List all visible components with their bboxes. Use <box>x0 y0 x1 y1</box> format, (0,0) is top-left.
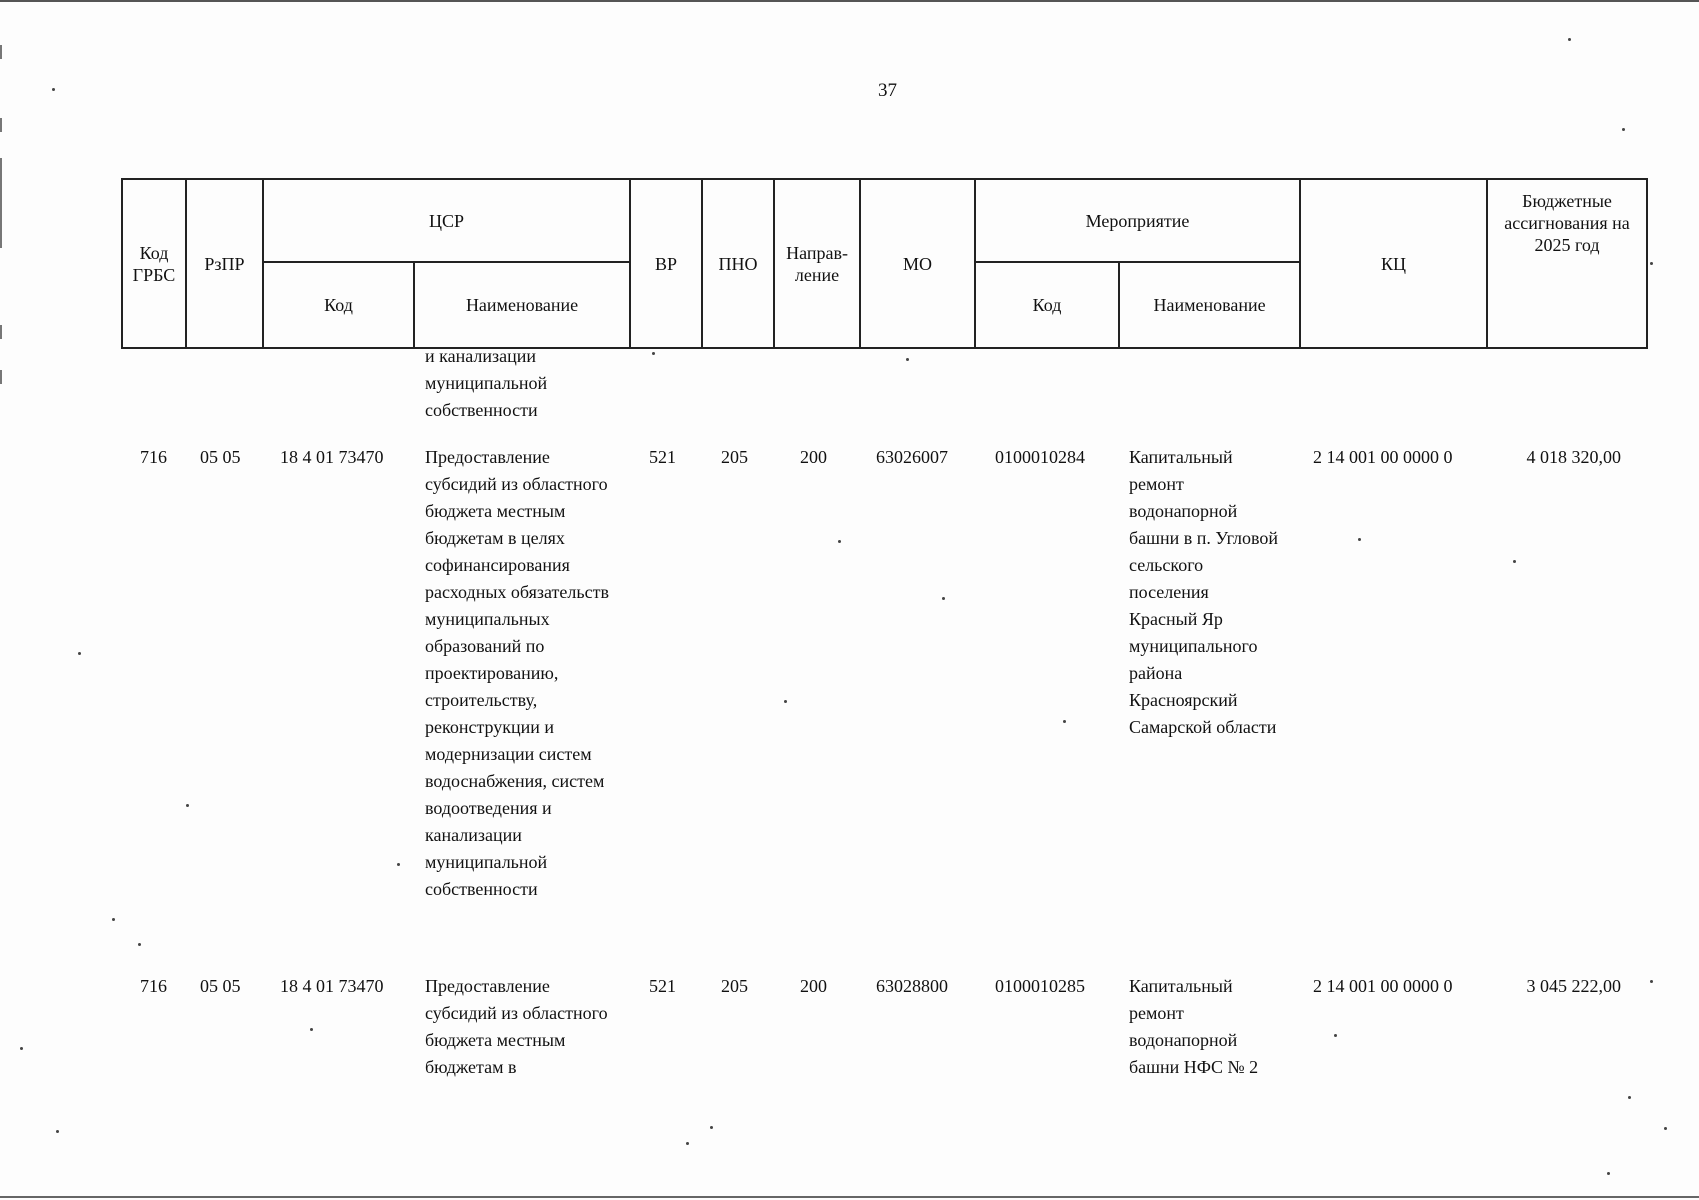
scan-speck <box>20 1047 23 1050</box>
scan-speck <box>1358 538 1361 541</box>
header-csr-group: ЦСР <box>263 179 630 262</box>
csr-name-cell: Предоставление субсидий из областного бюджета местным бюджетам в целях софинансирования расходных обязательств муниципальных образований по проектированию, строительству, реконструкции и модернизации систем водоснабжения, систем водоотведения и канализации муниципальной собственности <box>425 447 609 899</box>
amount-cell: 3 045 222,00 <box>1526 976 1621 996</box>
scan-edge-mark <box>0 370 2 384</box>
scan-speck <box>942 597 945 600</box>
scan-speck <box>784 700 787 703</box>
grbs-cell: 716 <box>140 976 167 996</box>
csr-name-cell: и канализации муниципальной собственности <box>425 346 548 420</box>
scan-speck <box>906 358 909 361</box>
scan-speck <box>186 804 189 807</box>
csr-code-cell: 18 4 01 73470 <box>280 976 384 996</box>
scan-speck <box>1622 128 1625 131</box>
scan-speck <box>1650 980 1653 983</box>
event-name-cell: Капитальный ремонт водонапорной башни в п. Угловой сельского поселения Красный Яр муниципального района Красноярский Самарской области <box>1129 447 1279 737</box>
scan-speck <box>1568 38 1571 41</box>
header-csr-name: Наименование <box>414 262 630 348</box>
page-number: 37 <box>878 80 897 101</box>
vr-cell: 521 <box>649 447 676 467</box>
scan-edge-mark <box>0 158 2 248</box>
scan-bottom-border <box>0 1196 1699 1198</box>
scan-speck <box>78 652 81 655</box>
scan-edge-mark <box>0 118 2 132</box>
kc-cell: 2 14 001 00 0000 0 <box>1313 447 1453 467</box>
scan-speck <box>1607 1172 1610 1175</box>
scan-speck <box>56 1130 59 1133</box>
header-mo: МО <box>860 179 975 348</box>
header-pno: ПНО <box>702 179 774 348</box>
scan-speck <box>112 918 115 921</box>
mo-cell: 63026007 <box>876 447 948 467</box>
scan-speck <box>838 540 841 543</box>
header-event-name: Наименование <box>1119 262 1300 348</box>
scan-speck <box>52 88 55 91</box>
direction-cell: 200 <box>800 447 827 467</box>
scan-speck <box>397 863 400 866</box>
rzpr-cell: 05 05 <box>200 447 241 467</box>
rzpr-cell: 05 05 <box>200 976 241 996</box>
amount-cell: 4 018 320,00 <box>1526 447 1621 467</box>
pno-cell: 205 <box>721 447 748 467</box>
scan-speck <box>1650 262 1653 265</box>
kc-cell: 2 14 001 00 0000 0 <box>1313 976 1453 996</box>
event-name-cell: Капитальный ремонт водонапорной башни НФС № 2 <box>1129 976 1259 1077</box>
scan-speck <box>710 1126 713 1129</box>
event-code-cell: 0100010284 <box>995 447 1085 467</box>
scan-edge-mark <box>0 45 2 59</box>
scan-top-border <box>0 0 1699 2</box>
scan-speck <box>310 1028 313 1031</box>
pno-cell: 205 <box>721 976 748 996</box>
csr-name-cell: Предоставление субсидий из областного бюджета местным бюджетам в <box>425 976 608 1077</box>
header-grbs: Код ГРБС <box>122 179 186 348</box>
header-rzpr: РзПР <box>186 179 263 348</box>
header-vr: ВР <box>630 179 702 348</box>
header-event-code: Код <box>975 262 1119 348</box>
scan-speck <box>1334 1034 1337 1037</box>
direction-cell: 200 <box>800 976 827 996</box>
scan-speck <box>652 352 655 355</box>
event-code-cell: 0100010285 <box>995 976 1085 996</box>
scan-speck <box>1664 1127 1667 1130</box>
scan-speck <box>138 943 141 946</box>
header-direction: Направ-ление <box>774 179 860 348</box>
header-event-group: Мероприятие <box>975 179 1300 262</box>
scan-edge-mark <box>0 325 2 339</box>
header-budget: Бюджетные ассигнования на 2025 год <box>1487 179 1647 348</box>
scan-speck <box>1513 560 1516 563</box>
grbs-cell: 716 <box>140 447 167 467</box>
vr-cell: 521 <box>649 976 676 996</box>
csr-code-cell: 18 4 01 73470 <box>280 447 384 467</box>
header-kc: КЦ <box>1300 179 1487 348</box>
table-header <box>121 178 1648 349</box>
header-csr-code: Код <box>263 262 414 348</box>
mo-cell: 63028800 <box>876 976 948 996</box>
scan-speck <box>1063 720 1066 723</box>
scan-speck <box>686 1142 689 1145</box>
scan-speck <box>1628 1096 1631 1099</box>
